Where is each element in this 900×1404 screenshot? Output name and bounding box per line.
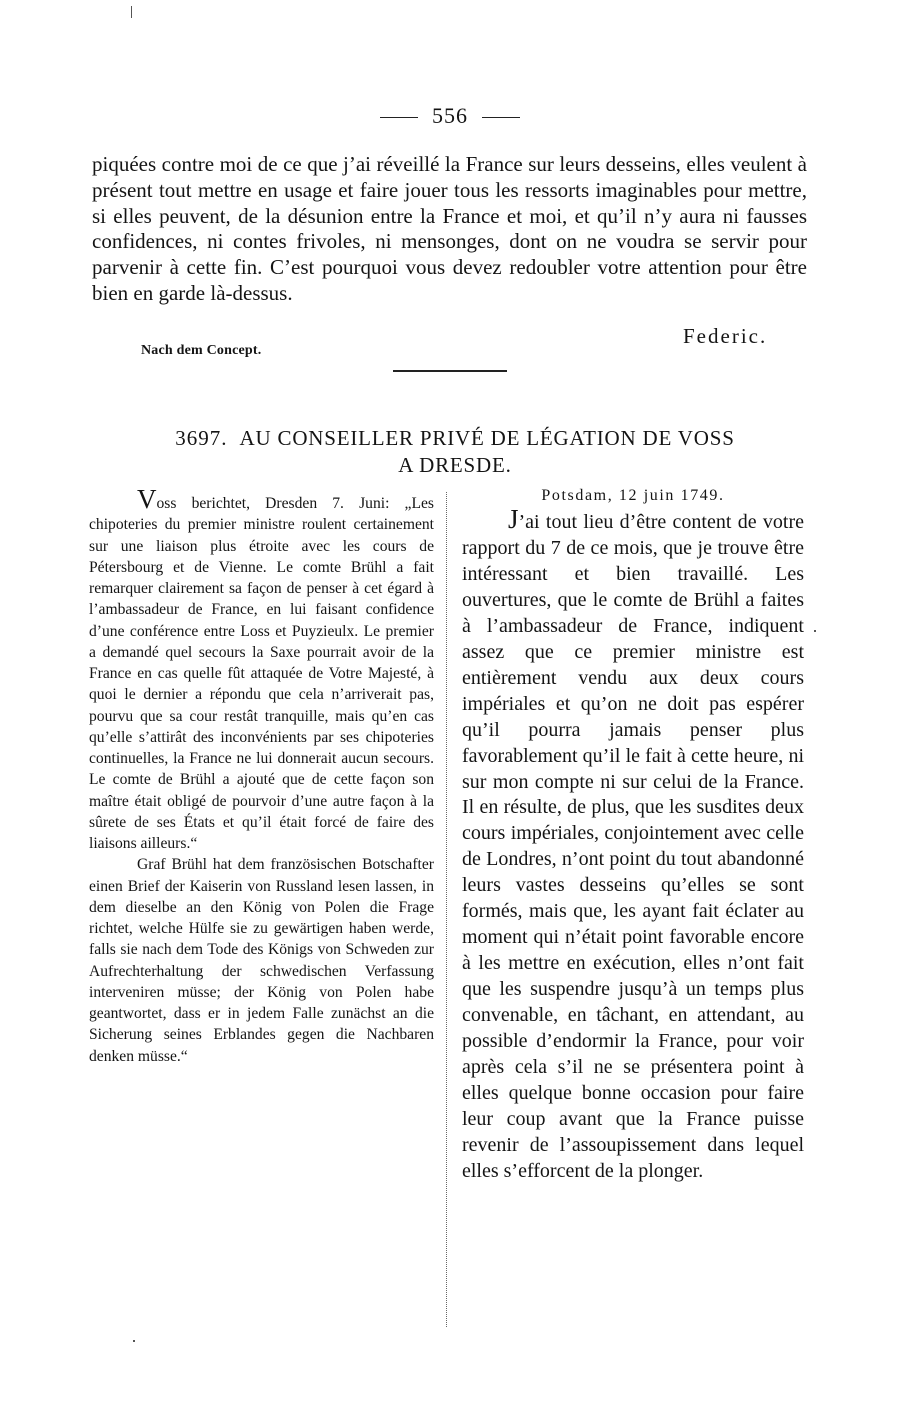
document-heading — [120, 425, 790, 479]
heading-line-1 — [120, 425, 790, 452]
document-title: AU CONSEILLER PRIVÉ DE LÉGATION DE VOSS — [239, 426, 735, 450]
column-divider — [446, 492, 447, 1327]
page-number-dash-left — [380, 117, 418, 118]
report-dropcap: V — [137, 484, 157, 514]
scan-speck-bottom — [133, 1340, 135, 1342]
letter-dateline: Potsdam, 12 juin 1749. — [541, 487, 725, 504]
report-paragraph-1 — [89, 484, 434, 854]
report-paragraph-2: Graf Brühl hat dem französischen Botschafter einen Brief der Kaiserin von Russland lesen lassen, in dem dieselbe an den König von Polen die Frage richtet, welche Hülfe sie zu gewärtigen haben werde, falls sie nach dem Tode des Königs von Schweden zur Aufrechterhaltung der schwedischen Verfassung interveniren müsse; der König von Polen habe geantwortet, dass er in jedem Falle zunächst an die Sicherung seines Erblandes gegen die Nachbaren denken müsse.“ — [89, 856, 434, 1065]
letter-dropcap: J — [508, 504, 519, 534]
letter-body-text: ’ai tout lieu d’être content de votre rapport du 7 de ce mois, que je trouve être intéressant et bien travaillé. Les ouvertures, que le comte de Brühl a faites à l’ambassadeur de France, indiquent assez que ce premier ministre est entièrement vendu aux deux cours impériales et qu’on ne doit pas espérer qu’il pourra jamais penser plus favorablement qu’il le fait à cette heure, ni sur mon compte ni sur celui de la France. Il en résulte, de plus, que les susdites deux cours impériales, conjointement avec celle de Londres, n’ont point du tout abandonné leurs vastes desseins qu’elles se sont formés, mais que, les ayant fait éclater au moment qui n’était point favorable encore à les mettre en exécution, elles n’ont fait que les suspendre jusqu’à un temps plus convenable, en tâchant, en attendant, au possible d’endormir la France, pour voir après cela s’il ne se présentera point à elles quelque bonne occasion pour faire leur coup avant que la France puisse revenir de l’assoupissement dans lequel elles s’efforcent de la plonger. — [462, 511, 804, 1182]
signature: Federic. — [683, 324, 768, 348]
letter-column — [462, 487, 804, 1185]
scan-mark — [131, 6, 132, 18]
heading-line-2: A DRESDE. — [398, 453, 512, 477]
page-number-line — [0, 103, 900, 129]
previous-letter-text: piquées contre moi de ce que j’ai réveillé la France sur leurs desseins, elles veulent à présent tout mettre en usage et faire jouer tous les ressorts imaginables pour mettre, si elles peuvent, de la désunion entre la France et moi, et qu’il n’y aura ni fausses confidences, ni contes frivoles, ni mensonges, dont on ne voudra se servir pour parvenir à cette fin. C’est pourquoi vous devez redoubler votre attention pour être bien en garde là-dessus. — [92, 152, 807, 305]
scan-speck — [814, 630, 816, 632]
source-note: Nach dem Concept. — [141, 343, 262, 358]
previous-letter-ending — [92, 152, 807, 307]
report-paragraph-1-text: oss berichtet, Dresden 7. Juni: „Les chipoteries du premier ministre roulent certainement sur une liaison plus étroite avec les cours de Pétersbourg et de Vienne. Le comte Brühl a fait remarquer clairement sa façon de penser à cet égard à l’ambassadeur de France, en lui faisant confidence d’une conférence entre Loss et Puyzieulx. Le premier a demandé quel secours la Saxe pourrait avoir de la France en cas quelle fût attaquée de Votre Majesté, à quoi le dernier a répondu que cela n’arriverait pas, pourvu que sa cour restât tranquille, mais qu’en cas qu’elle s’attirât des inconvénients par ses chipoteries continuelles, la France ne lui donnerait aucun secours. Le comte de Brühl a ajouté que de cette façon son maître était obligé de pourvoir d’une autre façon à la sûrete de ses États et qu’il était forcé de faire des liaisons ailleurs.“ — [89, 495, 434, 852]
page-number: 556 — [432, 103, 468, 128]
letter-body — [462, 504, 804, 1185]
document-number: 3697. — [175, 426, 228, 450]
report-summary-column — [89, 484, 434, 1067]
section-divider-rule — [393, 370, 507, 372]
page-number-dash-right — [482, 117, 520, 118]
